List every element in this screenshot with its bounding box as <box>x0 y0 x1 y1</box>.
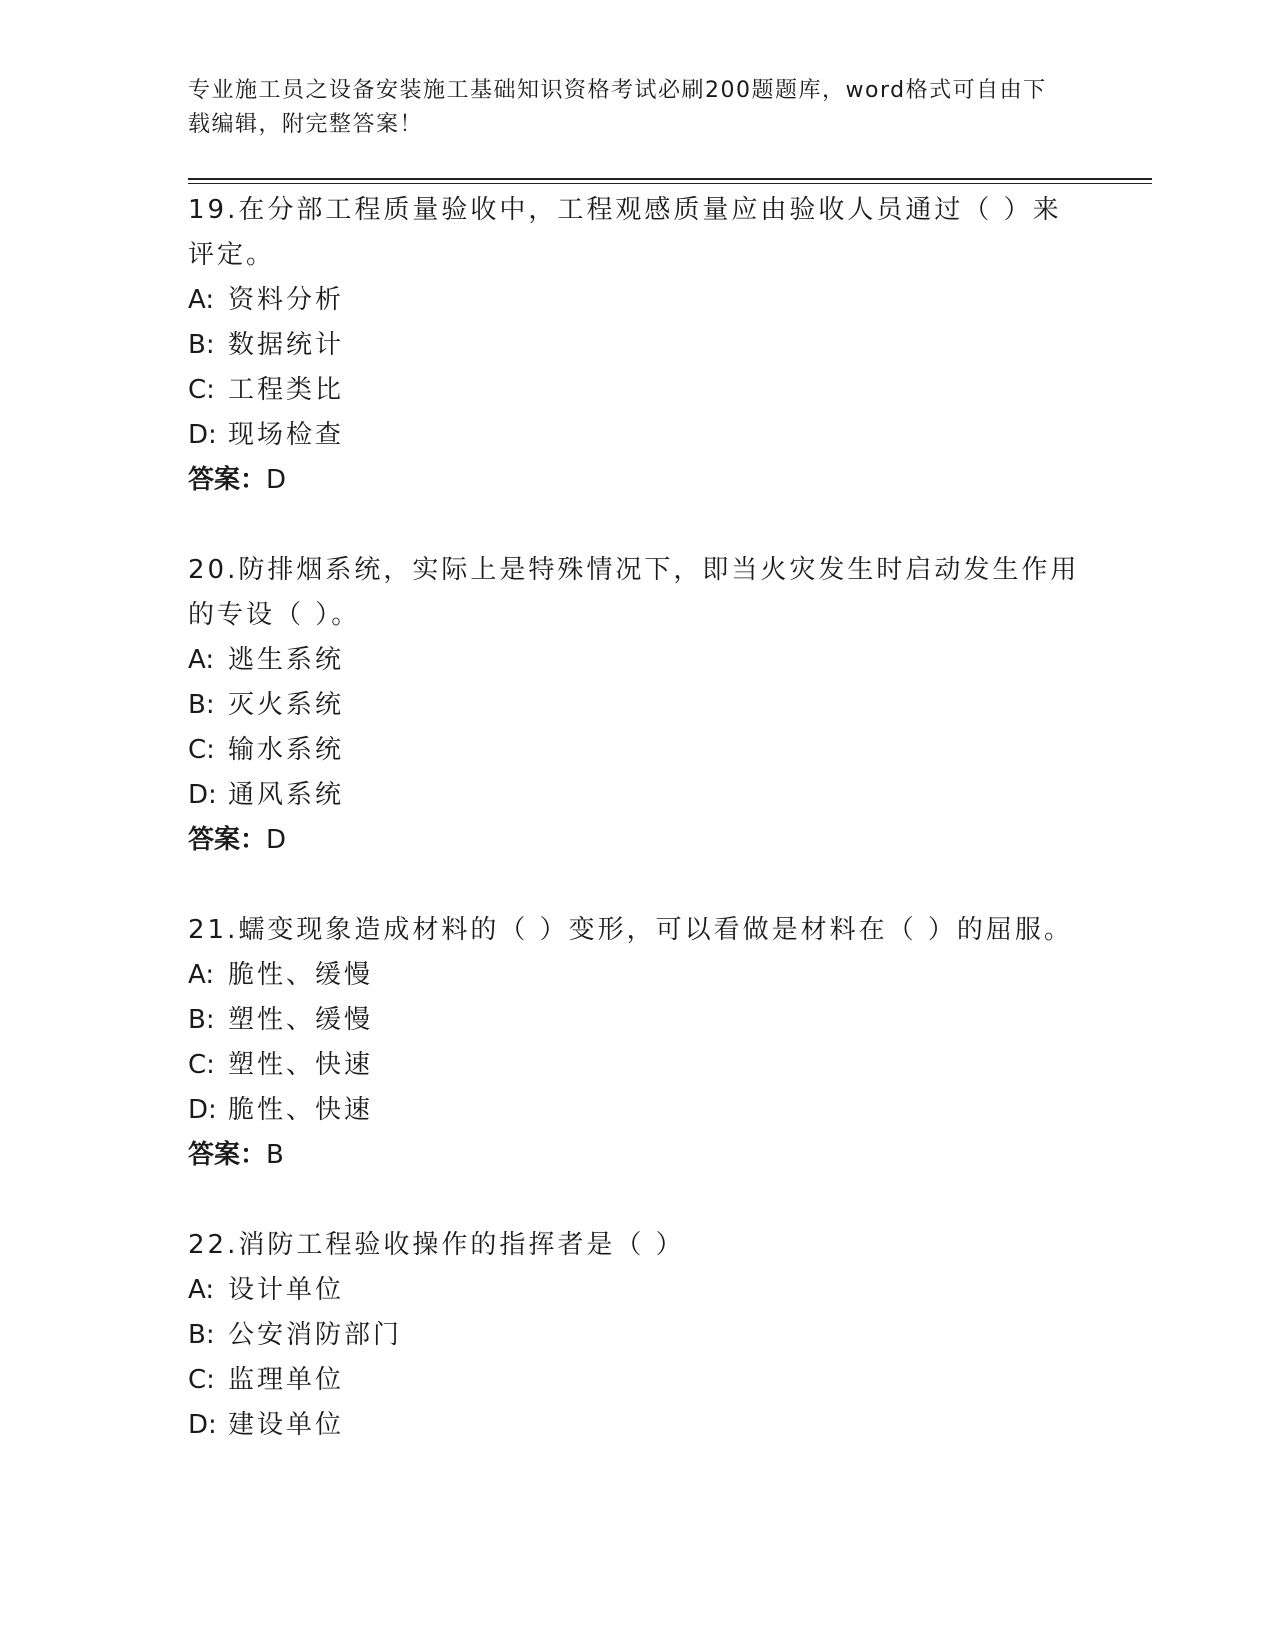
answer-value: B <box>266 1140 284 1170</box>
option-letter: A: <box>188 645 215 675</box>
option-text: 资料分析 <box>228 285 345 315</box>
option-b <box>188 1313 1088 1358</box>
answer-label: 答案： <box>188 825 267 855</box>
option-text: 监理单位 <box>228 1365 345 1395</box>
answer-label: 答案： <box>188 1140 267 1170</box>
option-b <box>188 998 1188 1043</box>
question-stem: 19.在分部工程质量验收中，工程观感质量应由验收人员通过（ ）来评定。 <box>188 195 1062 270</box>
option-letter: C: <box>188 1050 215 1080</box>
option-text: 公安消防部门 <box>228 1320 403 1350</box>
option-text: 建设单位 <box>228 1410 345 1440</box>
option-a <box>188 953 1188 998</box>
question-19 <box>188 188 1068 503</box>
question-stem: 21.蠕变现象造成材料的（ ）变形，可以看做是材料在（ ）的屈服。 <box>188 915 1073 945</box>
option-text: 通风系统 <box>228 780 345 810</box>
question-21 <box>188 908 1188 1178</box>
option-a <box>188 1268 1088 1313</box>
option-text: 设计单位 <box>228 1275 345 1305</box>
option-letter: B: <box>188 1320 215 1350</box>
question-20 <box>188 548 1088 863</box>
option-letter: A: <box>188 285 215 315</box>
option-letter: C: <box>188 375 215 405</box>
option-a <box>188 278 1068 323</box>
option-text: 脆性、快速 <box>228 1095 374 1125</box>
question-22 <box>188 1223 1088 1448</box>
option-a <box>188 638 1088 683</box>
option-letter: D: <box>188 420 217 450</box>
option-d <box>188 773 1088 818</box>
answer-value: D <box>266 465 287 495</box>
option-letter: C: <box>188 735 215 765</box>
option-b <box>188 683 1088 728</box>
answer-line <box>188 458 1068 503</box>
option-text: 灭火系统 <box>228 690 345 720</box>
option-d <box>188 413 1068 458</box>
option-text: 脆性、缓慢 <box>228 960 374 990</box>
question-stem: 22.消防工程验收操作的指挥者是（ ） <box>188 1230 685 1260</box>
option-letter: D: <box>188 1410 217 1440</box>
option-b <box>188 323 1068 368</box>
option-text: 塑性、缓慢 <box>228 1005 374 1035</box>
option-text: 现场检查 <box>228 420 345 450</box>
option-letter: A: <box>188 1275 215 1305</box>
answer-value: D <box>266 825 287 855</box>
document-header <box>188 74 1068 142</box>
answer-line <box>188 1133 1188 1178</box>
option-c <box>188 1358 1088 1403</box>
option-text: 塑性、快速 <box>228 1050 374 1080</box>
option-text: 数据统计 <box>228 330 345 360</box>
option-text: 输水系统 <box>228 735 345 765</box>
option-letter: D: <box>188 780 217 810</box>
option-d <box>188 1088 1188 1133</box>
option-d <box>188 1403 1088 1448</box>
option-letter: C: <box>188 1365 215 1395</box>
header-title: 专业施工员之设备安装施工基础知识资格考试必刷200题题库，word格式可自由下载编辑，附完整答案！ <box>188 78 1047 137</box>
option-letter: B: <box>188 1005 215 1035</box>
option-letter: B: <box>188 690 215 720</box>
header-divider <box>188 178 1152 184</box>
option-text: 逃生系统 <box>228 645 345 675</box>
option-text: 工程类比 <box>228 375 345 405</box>
option-letter: B: <box>188 330 215 360</box>
option-c <box>188 728 1088 773</box>
option-letter: D: <box>188 1095 217 1125</box>
answer-label: 答案： <box>188 465 267 495</box>
answer-line <box>188 818 1088 863</box>
option-c <box>188 368 1068 413</box>
option-c <box>188 1043 1188 1088</box>
question-stem: 20.防排烟系统，实际上是特殊情况下，即当火灾发生时启动发生作用的专设（ ）。 <box>188 555 1080 630</box>
option-letter: A: <box>188 960 215 990</box>
